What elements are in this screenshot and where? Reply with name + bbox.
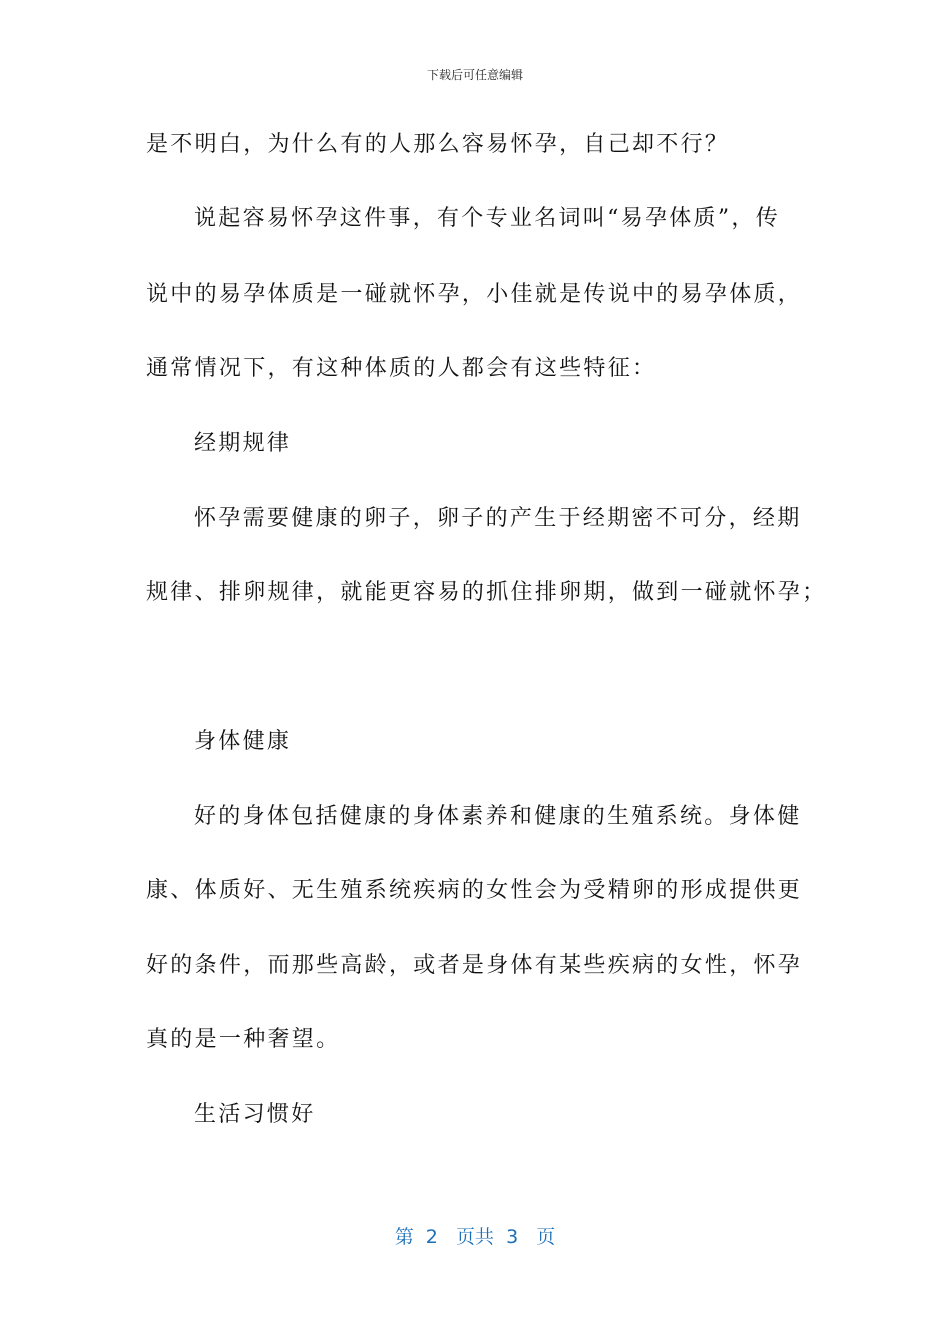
text-line: 康、体质好、无生殖系统疾病的女性会为受精卵的形成提供更 (146, 878, 803, 903)
text-line: 好的条件，而那些高龄，或者是身体有某些疾病的女性，怀孕 (146, 953, 803, 978)
text-line: 说起容易怀孕这件事，有个专业名词叫“易孕体质”，传 (194, 206, 780, 231)
section-heading: 生活习惯好 (194, 1102, 316, 1127)
text-line: 好的身体包括健康的身体素养和健康的生殖系统。身体健 (194, 804, 802, 829)
section-heading: 身体健康 (194, 729, 292, 754)
text-line: 通常情况下，有这种体质的人都会有这些特征： (146, 356, 657, 381)
text-line: 是不明白，为什么有的人那么容易怀孕，自己却不行？ (146, 132, 730, 157)
text-line: 规律、排卵规律，就能更容易的抓住排卵期，做到一碰就怀孕； (146, 580, 827, 605)
page-header-note: 下载后可任意编辑 (426, 68, 523, 82)
text-line: 真的是一种奢望。 (146, 1027, 341, 1052)
section-heading: 经期规律 (194, 431, 292, 456)
text-line: 怀孕需要健康的卵子，卵子的产生于经期密不可分，经期 (194, 506, 802, 531)
text-line: 说中的易孕体质是一碰就怀孕，小佳就是传说中的易孕体质， (146, 282, 803, 307)
page-number-footer: 第 2 页共 3 页 (394, 1226, 556, 1248)
